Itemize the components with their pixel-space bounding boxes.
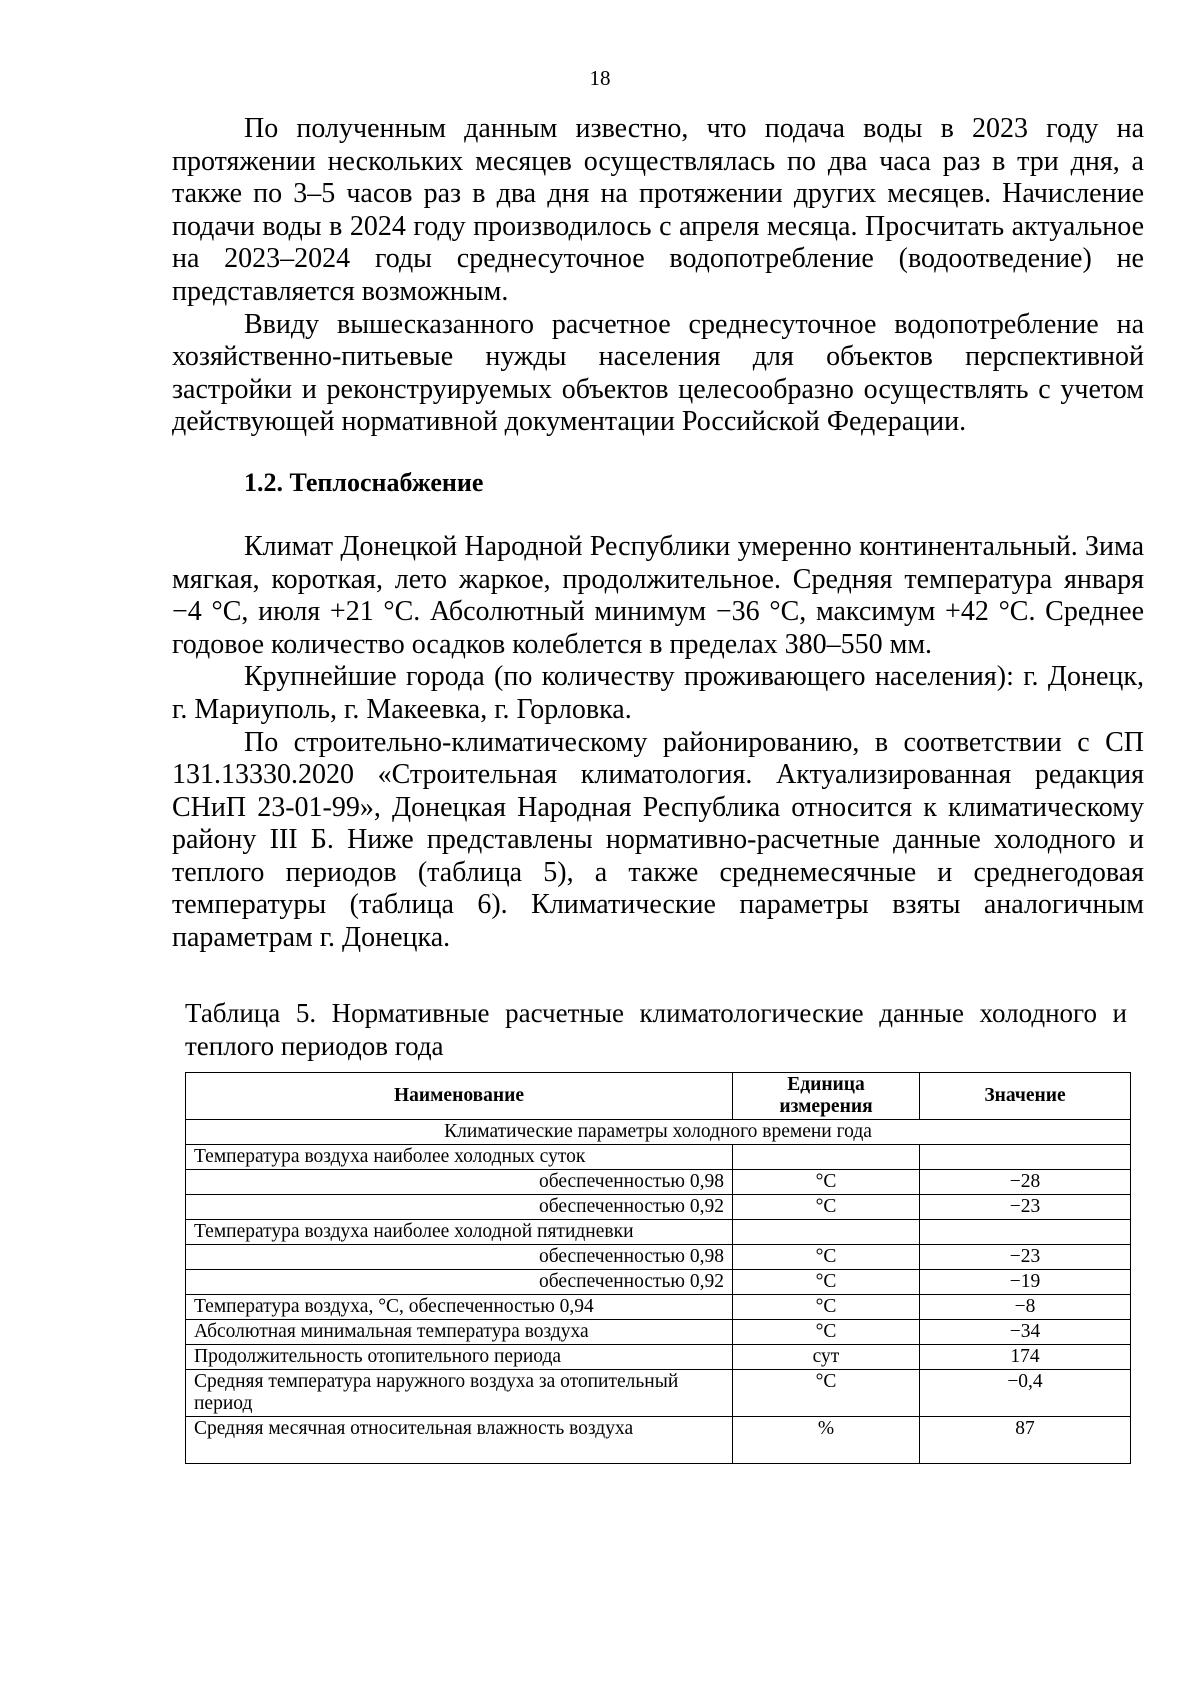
row-value: −23: [920, 1195, 1131, 1220]
paragraph: Крупнейшие города (по количеству проживающего населения): г. Донецк, г. Мариуполь, г. Макеевка, г. Горловка.: [172, 661, 1144, 725]
table-group-row: [186, 1120, 1131, 1145]
row-name: Средняя месячная относительная влажность воздуха: [186, 1417, 733, 1464]
row-value: −8: [920, 1295, 1131, 1320]
row-unit: [733, 1220, 920, 1245]
paragraph: По строительно-климатическому районированию, в соответствии с СП 131.13330.2020 «Строительная климатология. Актуализированная редакция СНиП 23-01-99», Донецкая Народная Республика относится к климатическому району III Б. Ниже представлены нормативно-расчетные данные холодного и теплого периодов (таблица 5), а также среднемесячные и среднегодовая температуры (таблица 6). Климатические параметры взяты аналогичным параметрам г. Донецка.: [172, 726, 1144, 954]
table-row: [186, 1370, 1131, 1417]
table-row: [186, 1295, 1131, 1320]
row-name: обеспеченностью 0,98: [186, 1170, 733, 1195]
table-row: [186, 1245, 1131, 1270]
row-unit: °С: [733, 1170, 920, 1195]
row-unit: °С: [733, 1295, 920, 1320]
row-unit: °С: [733, 1370, 920, 1417]
body-text: [172, 113, 1144, 955]
row-value: −34: [920, 1320, 1131, 1345]
table-header-row: [186, 1073, 1131, 1120]
row-name: обеспеченностью 0,92: [186, 1270, 733, 1295]
row-value: −28: [920, 1170, 1131, 1195]
page-number: 18: [589, 66, 611, 90]
section-heading: 1.2. Теплоснабжение: [244, 467, 484, 497]
table-caption: Таблица 5. Нормативные расчетные климатологические данные холодного и теплого периодов года: [185, 998, 1127, 1061]
table-row: [186, 1320, 1131, 1345]
row-name: Продолжительность отопительного периода: [186, 1345, 733, 1370]
row-unit: °С: [733, 1270, 920, 1295]
paragraph: Ввиду вышесказанного расчетное среднесуточное водопотребление на хозяйственно-питьевые нужды населения для объектов перспективной застройки и реконструируемых объектов целесообразно осуществлять с учетом действующей нормативной документации Российской Федерации.: [172, 308, 1144, 438]
row-value: −23: [920, 1245, 1131, 1270]
table-row: [186, 1345, 1131, 1370]
row-name: Абсолютная минимальная температура воздуха: [186, 1320, 733, 1345]
row-unit: %: [733, 1417, 920, 1464]
paragraph: Климат Донецкой Народной Республики умеренно континентальный. Зима мягкая, короткая, лето жаркое, продолжительное. Средняя температура января −4 °С, июля +21 °С. Абсолютный минимум −36 °С, максимум +42 °С. Среднее годовое количество осадков колеблется в пределах 380–550 мм.: [172, 530, 1144, 660]
row-name: Средняя температура наружного воздуха за отопительный период: [186, 1370, 733, 1417]
table-row: [186, 1170, 1131, 1195]
row-name: обеспеченностью 0,92: [186, 1195, 733, 1220]
row-value: 87: [920, 1417, 1131, 1464]
header-value: Значение: [920, 1073, 1131, 1120]
row-name: Температура воздуха, °С, обеспеченностью 0,94: [186, 1295, 733, 1320]
row-unit: °С: [733, 1195, 920, 1220]
row-value: −19: [920, 1270, 1131, 1295]
table-row: [186, 1220, 1131, 1245]
row-value: [920, 1220, 1131, 1245]
table-row: [186, 1270, 1131, 1295]
header-unit: Единица измерения: [733, 1073, 920, 1120]
row-name: Температура воздуха наиболее холодных суток: [186, 1145, 733, 1170]
row-unit: °С: [733, 1320, 920, 1345]
header-name: Наименование: [186, 1073, 733, 1120]
table-row: [186, 1145, 1131, 1170]
row-value: −0,4: [920, 1370, 1131, 1417]
row-unit: сут: [733, 1345, 920, 1370]
paragraph: По полученным данным известно, что подача воды в 2023 году на протяжении нескольких месяцев осуществлялась по два часа раз в три дня, а также по 3–5 часов раз в два дня на протяжении других месяцев. Начисление подачи воды в 2024 году производилось с апреля месяца. Просчитать актуальное на 2023–2024 годы среднесуточное водопотребление (водоотведение) не представляется возможным.: [172, 113, 1144, 307]
row-unit: [733, 1145, 920, 1170]
row-unit: °С: [733, 1245, 920, 1270]
climate-table: [185, 1072, 1131, 1464]
table-row: [186, 1417, 1131, 1464]
row-value: 174: [920, 1345, 1131, 1370]
row-name: Температура воздуха наиболее холодной пятидневки: [186, 1220, 733, 1245]
table-row: [186, 1195, 1131, 1220]
row-name: обеспеченностью 0,98: [186, 1245, 733, 1270]
row-value: [920, 1145, 1131, 1170]
group-title: Климатические параметры холодного времени года: [186, 1120, 1131, 1145]
